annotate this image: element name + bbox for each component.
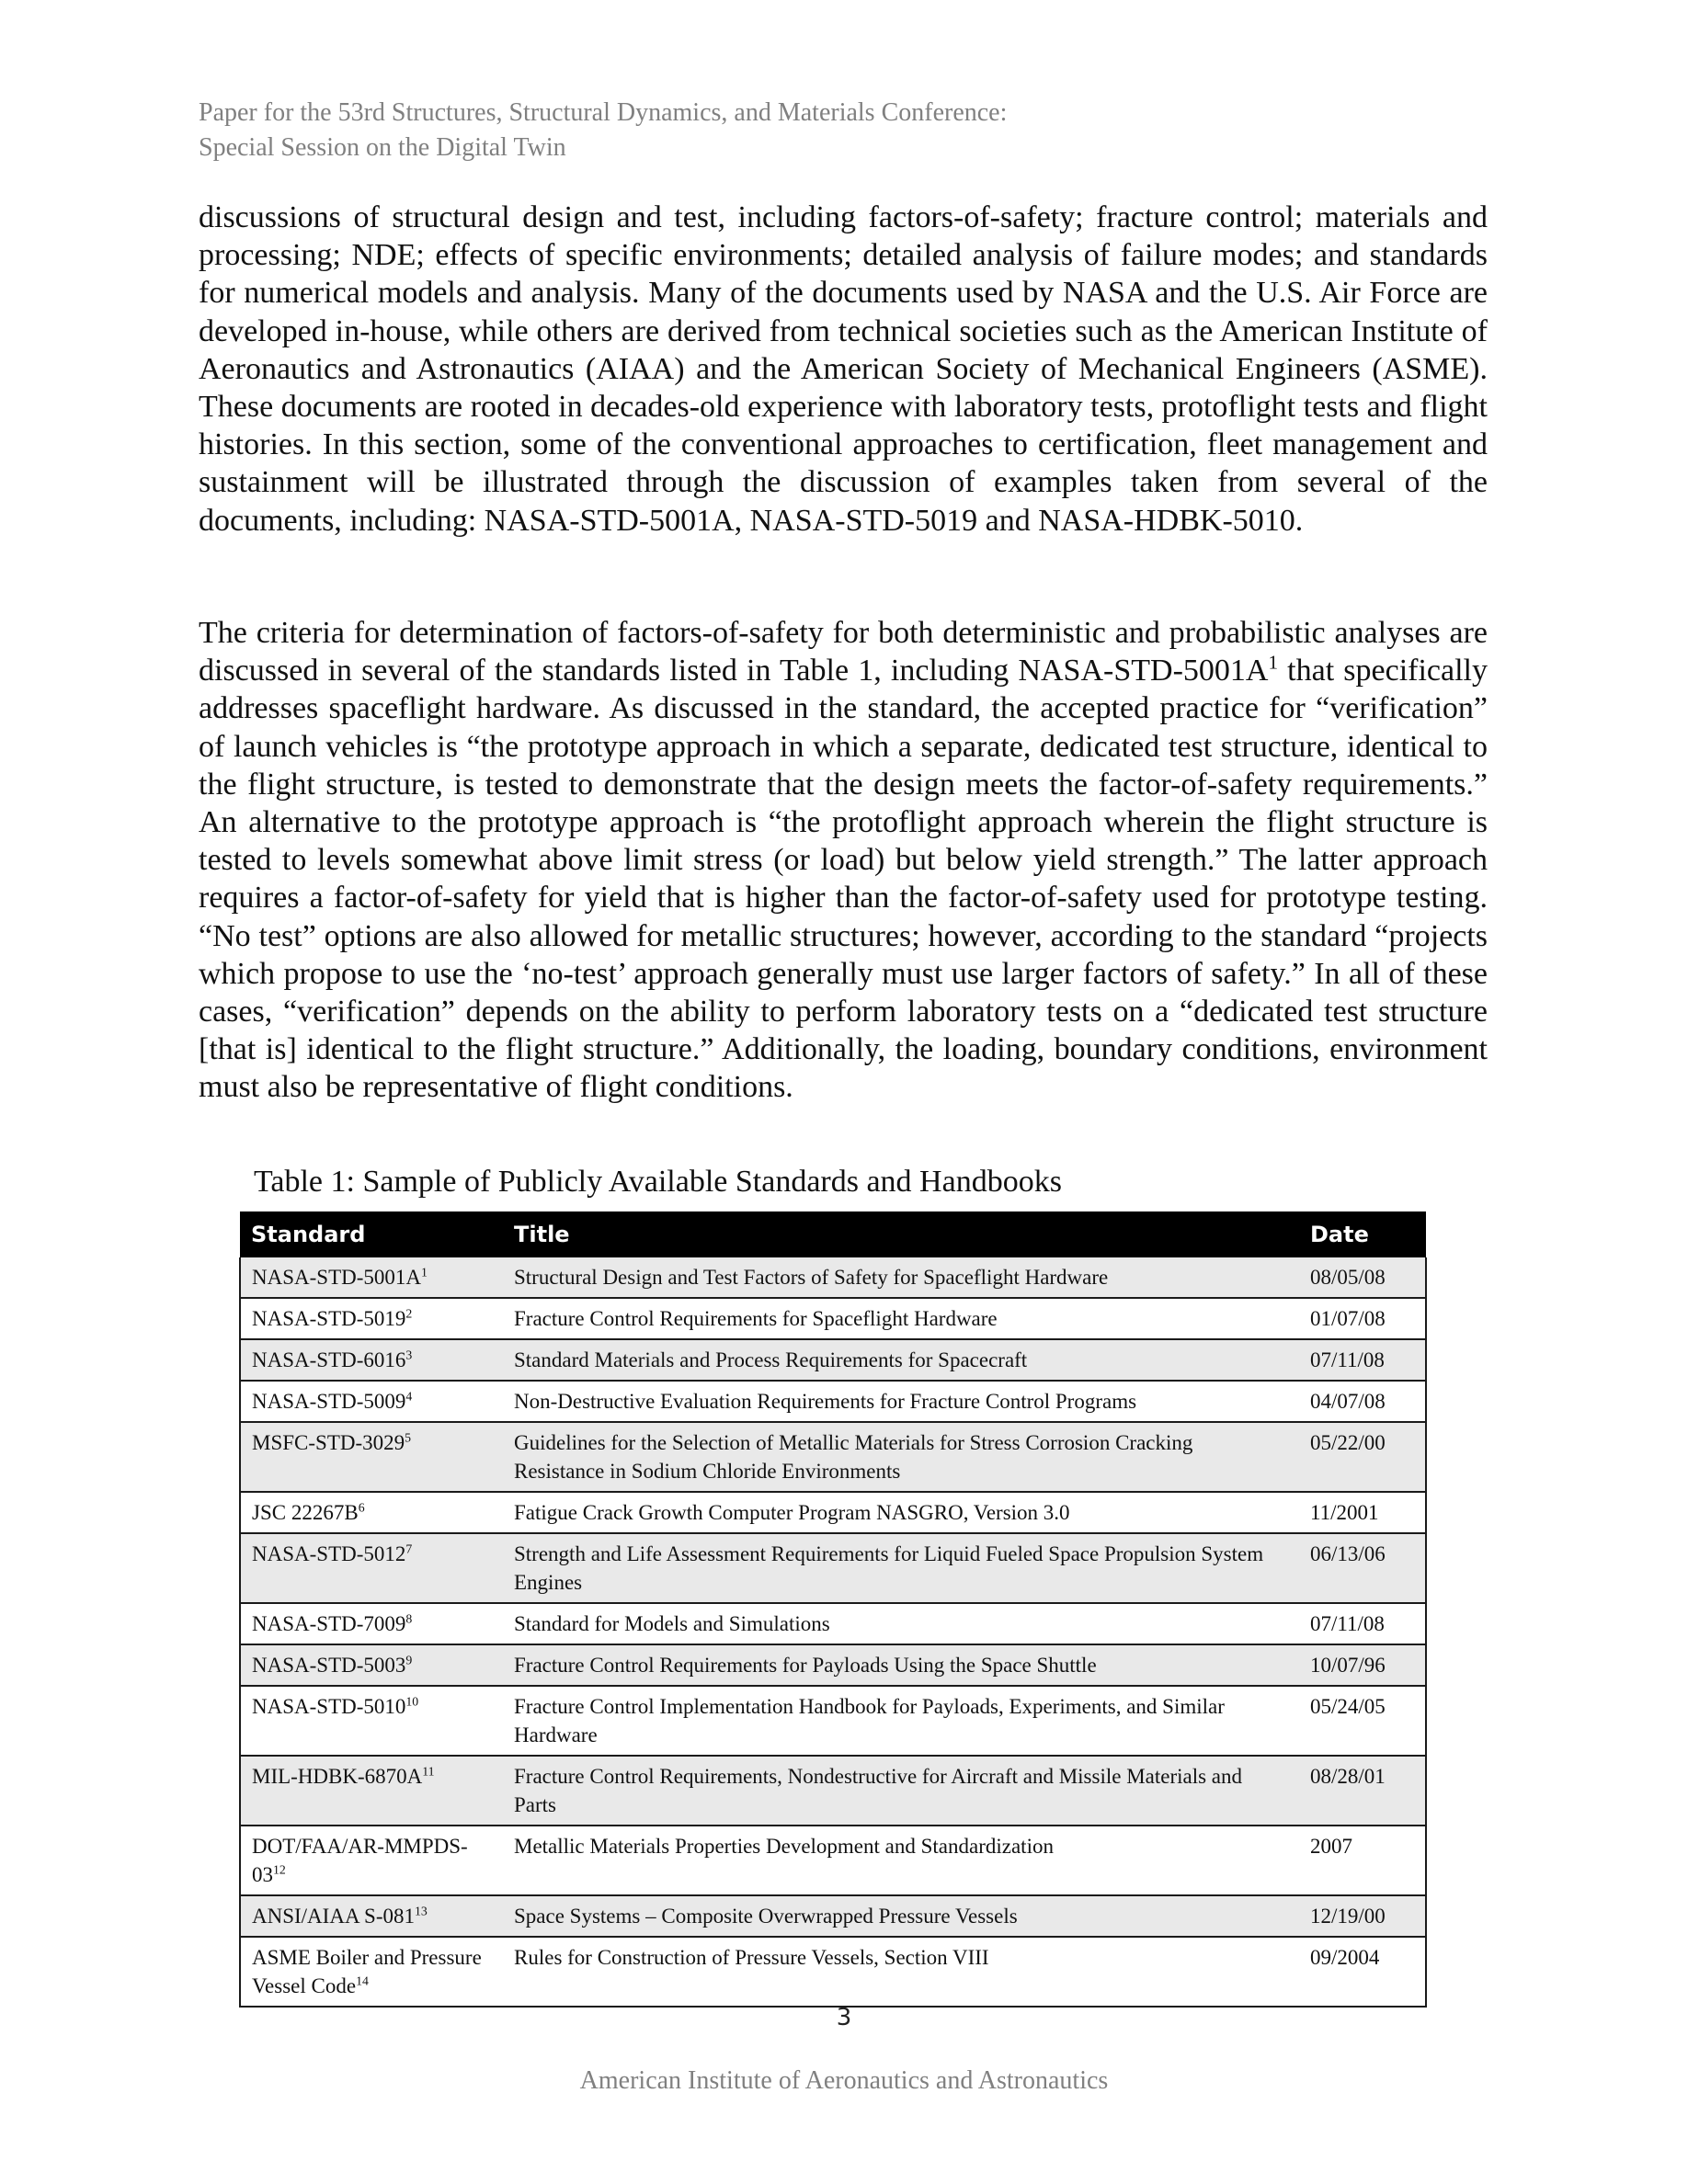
reference-number: 4 — [405, 1389, 413, 1404]
standard-id: NASA-STD-6016 — [252, 1348, 406, 1371]
standard-id: MIL-HDBK-6870A — [252, 1765, 423, 1788]
cell-title: Fracture Control Requirements, Nondestructive for Aircraft and Missile Materials and Parts — [503, 1756, 1299, 1826]
standard-id: JSC 22267B — [252, 1501, 359, 1524]
reference-number: 7 — [405, 1541, 413, 1556]
cell-standard — [240, 1422, 503, 1492]
table-header-row — [240, 1211, 1426, 1257]
reference-number: 8 — [405, 1611, 413, 1626]
cell-title: Space Systems – Composite Overwrapped Pressure Vessels — [503, 1895, 1299, 1937]
table-row — [240, 1826, 1426, 1895]
cell-title: Fatigue Crack Growth Computer Program NASGRO, Version 3.0 — [503, 1492, 1299, 1533]
cell-date: 09/2004 — [1299, 1937, 1426, 2007]
cell-standard — [240, 1895, 503, 1937]
standard-id: NASA-STD-7009 — [252, 1612, 406, 1635]
header-line-1: Paper for the 53rd Structures, Structural Dynamics, and Materials Conference: — [199, 98, 1008, 127]
paragraph-2-part-b: that specifically addresses spaceflight hardware. As discussed in the standard, the accepted practice for “verification” of launch vehicles is “the prototype approach in which a separate, dedicated test structure, identical to the flight structure, is tested to demonstrate that the design meets the factor-of-safety requirements.” An alternative to the prototype approach is “the protoflight approach wherein the flight structure is tested to levels somewhat above limit stress (or load) but below yield strength.” The latter approach requires a factor-of-safety for yield that is higher than the factor-of-safety used for prototype testing. “No test” options are also allowed for metallic structures; however, according to the standard “projects which propose to use the ‘no-test’ approach generally must use larger factors of safety.” In all of these cases, “verification” depends on the ability to perform laboratory tests on a “dedicated test structure [that is] identical to the flight structure.” Additionally, the loading, boundary conditions, environment must also be representative of flight conditions. — [199, 654, 1488, 1105]
header-line-2: Special Session on the Digital Twin — [199, 133, 566, 162]
cell-standard — [240, 1686, 503, 1756]
table-row — [240, 1339, 1426, 1381]
column-header-standard: Standard — [240, 1211, 503, 1257]
cell-date: 10/07/96 — [1299, 1644, 1426, 1686]
cell-standard — [240, 1826, 503, 1895]
cell-standard — [240, 1603, 503, 1644]
cell-standard — [240, 1339, 503, 1381]
cell-title: Standard for Models and Simulations — [503, 1603, 1299, 1644]
reference-number: 11 — [422, 1764, 435, 1779]
cell-title: Metallic Materials Properties Development and Standardization — [503, 1826, 1299, 1895]
reference-number: 1 — [421, 1265, 428, 1280]
standard-id: NASA-STD-5019 — [252, 1307, 406, 1330]
standard-id: NASA-STD-5001A — [252, 1266, 421, 1289]
cell-standard — [240, 1257, 503, 1298]
cell-title: Fracture Control Requirements for Payloads Using the Space Shuttle — [503, 1644, 1299, 1686]
standard-id: ANSI/AIAA S-081 — [252, 1905, 415, 1928]
body-paragraph-1: discussions of structural design and test, including factors-of-safety; fracture control; materials and processing; NDE; effects of specific environments; detailed analysis of failure modes; and standards for numerical models and analysis. Many of the documents used by NASA and the U.S. Air Force are developed in-house, while others are derived from technical societies such as the American Institute of Aeronautics and Astronautics (AIAA) and the American Society of Mechanical Engineers (ASME). These documents are rooted in decades-old experience with laboratory tests, protoflight tests and flight histories. In this section, some of the conventional approaches to certification, fleet management and sustainment will be illustrated through the discussion of examples taken from several of the documents, including: NASA-STD-5001A, NASA-STD-5019 and NASA-HDBK-5010. — [199, 200, 1488, 538]
table-row — [240, 1686, 1426, 1756]
page-footer: American Institute of Aeronautics and Astronautics — [579, 2066, 1109, 2095]
standard-id: DOT/FAA/AR-MMPDS-03 — [252, 1835, 468, 1886]
cell-title: Non-Destructive Evaluation Requirements for Fracture Control Programs — [503, 1381, 1299, 1422]
reference-number: 2 — [405, 1306, 413, 1321]
cell-date: 01/07/08 — [1299, 1298, 1426, 1339]
reference-number: 3 — [405, 1348, 413, 1362]
cell-title: Structural Design and Test Factors of Safety for Spaceflight Hardware — [503, 1257, 1299, 1298]
cell-standard — [240, 1298, 503, 1339]
cell-standard — [240, 1381, 503, 1422]
cell-standard — [240, 1644, 503, 1686]
paragraph-2-part-a: The criteria for determination of factors-of-safety for both deterministic and probabilistic analyses are discussed in several of the standards listed in Table 1, including NASA-STD-5001A — [199, 616, 1488, 688]
standard-id: NASA-STD-5009 — [252, 1390, 406, 1413]
cell-title: Fracture Control Implementation Handbook for Payloads, Experiments, and Similar Hardware — [503, 1686, 1299, 1756]
column-header-date: Date — [1299, 1211, 1426, 1257]
cell-date: 05/24/05 — [1299, 1686, 1426, 1756]
cell-date: 08/28/01 — [1299, 1756, 1426, 1826]
table-row — [240, 1644, 1426, 1686]
standard-id: NASA-STD-5010 — [252, 1695, 406, 1718]
table-row — [240, 1603, 1426, 1644]
reference-number: 9 — [405, 1653, 413, 1667]
table-caption: Table 1: Sample of Publicly Available Standards and Handbooks — [254, 1165, 1062, 1199]
standard-id: ASME Boiler and Pressure Vessel Code — [252, 1946, 482, 1997]
cell-title: Strength and Life Assessment Requirements for Liquid Fueled Space Propulsion System Engines — [503, 1533, 1299, 1603]
cell-date: 04/07/08 — [1299, 1381, 1426, 1422]
body-paragraph-2 — [199, 614, 1488, 1107]
table-row — [240, 1422, 1426, 1492]
standards-table — [239, 1211, 1427, 2008]
cell-title: Fracture Control Requirements for Spaceflight Hardware — [503, 1298, 1299, 1339]
standard-id: MSFC-STD-3029 — [252, 1431, 405, 1454]
cell-date: 12/19/00 — [1299, 1895, 1426, 1937]
cell-date: 07/11/08 — [1299, 1603, 1426, 1644]
reference-number: 10 — [405, 1694, 419, 1709]
page-number: 3 — [836, 2004, 852, 2031]
cell-date: 08/05/08 — [1299, 1257, 1426, 1298]
standard-id: NASA-STD-5012 — [252, 1542, 406, 1565]
cell-title: Standard Materials and Process Requirements for Spacecraft — [503, 1339, 1299, 1381]
cell-standard — [240, 1492, 503, 1533]
cell-date: 2007 — [1299, 1826, 1426, 1895]
cell-standard — [240, 1533, 503, 1603]
cell-title: Rules for Construction of Pressure Vessels, Section VIII — [503, 1937, 1299, 2007]
cell-date: 05/22/00 — [1299, 1422, 1426, 1492]
cell-standard — [240, 1937, 503, 2007]
reference-number: 5 — [405, 1430, 412, 1445]
table-body — [240, 1257, 1426, 2007]
table-row — [240, 1937, 1426, 2007]
citation-ref: 1 — [1268, 651, 1278, 674]
cell-date: 11/2001 — [1299, 1492, 1426, 1533]
cell-date: 07/11/08 — [1299, 1339, 1426, 1381]
column-header-title: Title — [503, 1211, 1299, 1257]
standard-id: NASA-STD-5003 — [252, 1654, 406, 1677]
running-header — [199, 96, 1486, 165]
table-row — [240, 1381, 1426, 1422]
cell-standard — [240, 1756, 503, 1826]
cell-title: Guidelines for the Selection of Metallic Materials for Stress Corrosion Cracking Resistance in Sodium Chloride Environments — [503, 1422, 1299, 1492]
table-row — [240, 1492, 1426, 1533]
table-row — [240, 1298, 1426, 1339]
table-row — [240, 1533, 1426, 1603]
table-row — [240, 1756, 1426, 1826]
reference-number: 12 — [273, 1862, 286, 1877]
table-row — [240, 1257, 1426, 1298]
reference-number: 6 — [358, 1500, 365, 1515]
table-row — [240, 1895, 1426, 1937]
reference-number: 13 — [414, 1904, 428, 1918]
reference-number: 14 — [356, 1974, 369, 1988]
cell-date: 06/13/06 — [1299, 1533, 1426, 1603]
